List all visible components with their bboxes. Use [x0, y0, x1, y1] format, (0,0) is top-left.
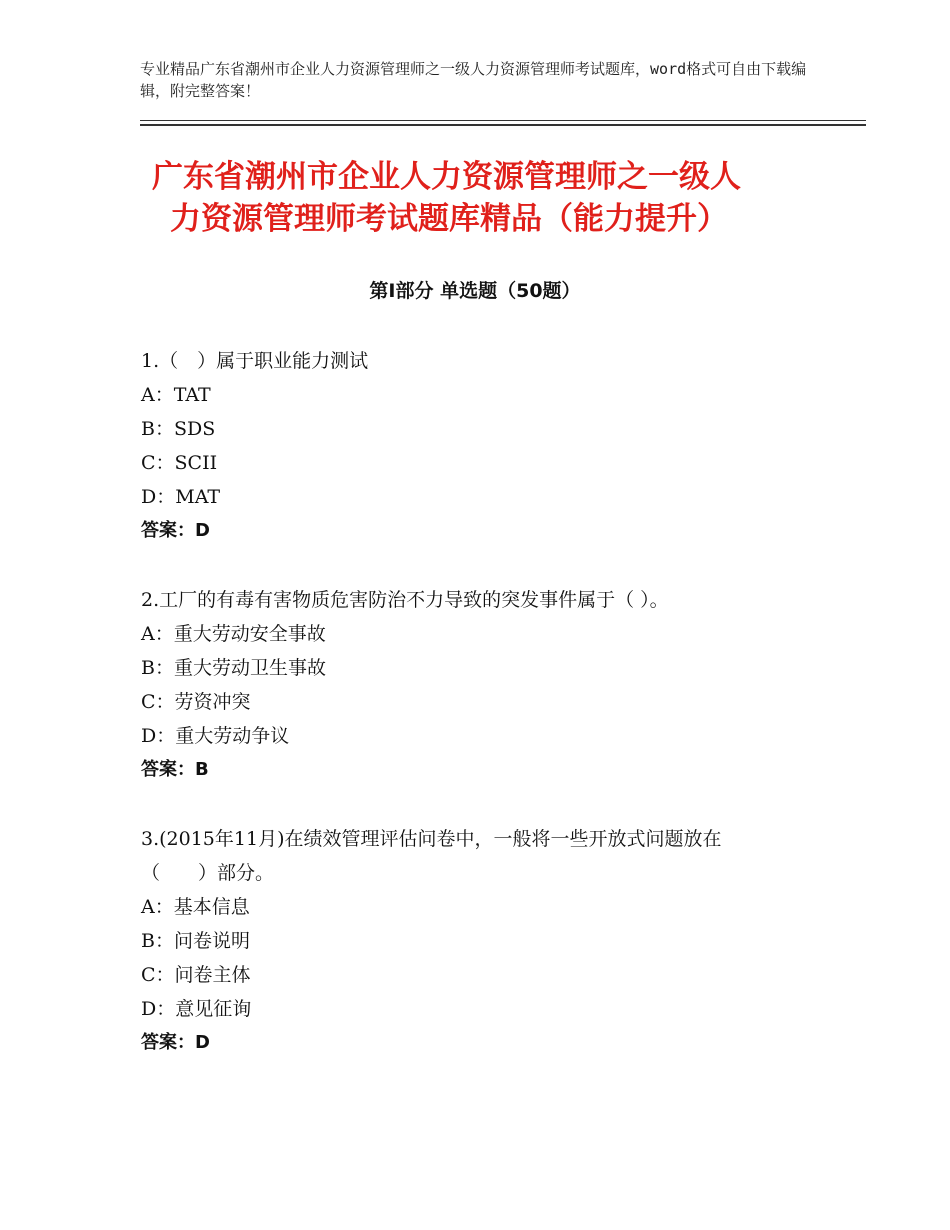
option-d: D：重大劳动争议 [141, 725, 290, 747]
section-heading: 第Ⅰ部分 单选题（50题） [369, 280, 581, 302]
answer-key: 答案：D [141, 520, 210, 541]
question-list [141, 344, 841, 1095]
question-2 [141, 583, 841, 787]
document-title [140, 156, 840, 240]
option-d: D：意见征询 [141, 998, 252, 1020]
option-c: C：问卷主体 [141, 964, 251, 986]
option-a: A：重大劳动安全事故 [141, 623, 326, 645]
option-b: B：重大劳动卫生事故 [141, 657, 326, 679]
option-a: A：TAT [141, 384, 211, 406]
question-stem: 3.(2015年11月)在绩效管理评估问卷中，一般将一些开放式问题放在 [141, 828, 722, 850]
question-1 [141, 344, 841, 548]
title-line-1: 广东省潮州市企业人力资源管理师之一级人 [152, 159, 741, 195]
header-note: 专业精品广东省潮州市企业人力资源管理师之一级人力资源管理师考试题库，word格式可自由下载编辑，附完整答案！ [140, 60, 807, 100]
option-d: D：MAT [141, 486, 221, 508]
option-b: B：问卷说明 [141, 930, 250, 952]
option-c: C：SCII [141, 452, 218, 474]
question-3 [141, 822, 841, 1060]
answer-key: 答案：B [141, 759, 209, 780]
question-stem: 2.工厂的有毒有害物质危害防治不力导致的突发事件属于（ ）。 [141, 589, 669, 611]
option-a: A：基本信息 [141, 896, 250, 918]
title-line-2: 力资源管理师考试题库精品（能力提升） [170, 201, 728, 237]
header-divider-thin [140, 120, 866, 121]
header-divider-thick [140, 124, 866, 126]
question-stem-continued: （ ）部分。 [141, 862, 275, 884]
option-c: C：劳资冲突 [141, 691, 251, 713]
option-b: B：SDS [141, 418, 216, 440]
question-stem: 1.（ ）属于职业能力测试 [141, 350, 369, 372]
answer-key: 答案：D [141, 1032, 210, 1053]
